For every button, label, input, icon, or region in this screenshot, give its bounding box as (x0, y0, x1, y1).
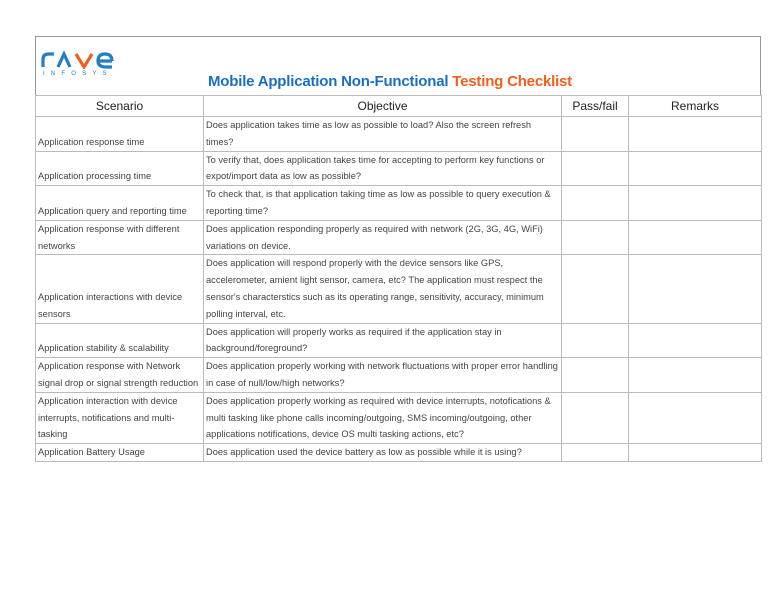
pass-fail-cell[interactable] (562, 255, 629, 323)
table-row (36, 444, 762, 462)
table-row (36, 220, 762, 255)
pass-fail-cell[interactable] (562, 186, 629, 221)
remarks-cell[interactable] (629, 323, 762, 358)
scenario-cell: Application interaction with device interrupts, notifications and multi-tasking (36, 392, 204, 443)
objective-cell: Does application takes time as low as possible to load? Also the screen refresh times? (204, 117, 562, 152)
remarks-cell[interactable] (629, 358, 762, 393)
scenario-cell: Application stability & scalability (36, 323, 204, 358)
remarks-cell[interactable] (629, 392, 762, 443)
table-row (36, 255, 762, 323)
table-row (36, 392, 762, 443)
remarks-cell[interactable] (629, 220, 762, 255)
pass-fail-cell[interactable] (562, 392, 629, 443)
objective-cell: Does application used the device battery as low as possible while it is using? (204, 444, 562, 462)
column-header-objective: Objective (204, 96, 562, 117)
objective-cell: To check that, is that application taking time as low as possible to query execution & reporting time? (204, 186, 562, 221)
scenario-cell: Application query and reporting time (36, 186, 204, 221)
logo-subtitle: INFOSYS (43, 71, 113, 77)
remarks-cell[interactable] (629, 151, 762, 186)
pass-fail-cell[interactable] (562, 323, 629, 358)
objective-cell: Does application properly working as required with device interrupts, notofications & multi tasking like phone calls incoming/outgoing, SMS incoming/outgoing, other applications notifications, device OS multi tasking actions, etc? (204, 392, 562, 443)
scenario-cell: Application response time (36, 117, 204, 152)
pass-fail-cell[interactable] (562, 151, 629, 186)
table-row (36, 358, 762, 393)
scenario-cell: Application response with Network signal drop or signal strength reduction (36, 358, 204, 393)
title-part-orange: Testing Checklist (452, 73, 572, 90)
scenario-cell: Application response with different networks (36, 220, 204, 255)
table-row (36, 323, 762, 358)
remarks-cell[interactable] (629, 444, 762, 462)
column-header-remarks: Remarks (629, 96, 762, 117)
table-row (36, 186, 762, 221)
objective-cell: To verify that, does application takes time for accepting to perform key functions or expot/import data as low as possible? (204, 151, 562, 186)
table-row (36, 117, 762, 152)
remarks-cell[interactable] (629, 117, 762, 152)
table-row (36, 151, 762, 186)
company-logo (40, 51, 136, 77)
scenario-cell: Application processing time (36, 151, 204, 186)
remarks-cell[interactable] (629, 255, 762, 323)
remarks-cell[interactable] (629, 186, 762, 221)
rave-logo-icon (40, 51, 128, 69)
pass-fail-cell[interactable] (562, 117, 629, 152)
column-header-pass-fail: Pass/fail (562, 96, 629, 117)
title-part-blue: Mobile Application Non-Functional (208, 73, 453, 90)
pass-fail-cell[interactable] (562, 220, 629, 255)
objective-cell: Does application will respond properly with the device sensors like GPS, accelerometer, amient light sensor, camera, etc? The application must respect the sensor's characterstics such as its operating range, sensitivity, accuracy, minimum polling interval, etc. (204, 255, 562, 323)
pass-fail-cell[interactable] (562, 444, 629, 462)
checklist-table (35, 95, 762, 462)
pass-fail-cell[interactable] (562, 358, 629, 393)
objective-cell: Does application properly working with network fluctuations with proper error handling in case of null/low/high networks? (204, 358, 562, 393)
title-bar (35, 36, 761, 95)
column-header-scenario: Scenario (36, 96, 204, 117)
scenario-cell: Application interactions with device sensors (36, 255, 204, 323)
scenario-cell: Application Battery Usage (36, 444, 204, 462)
objective-cell: Does application will properly works as required if the application stay in background/foreground? (204, 323, 562, 358)
table-header-row (36, 96, 762, 117)
page-title (208, 73, 572, 90)
checklist-sheet (35, 36, 761, 462)
objective-cell: Does application responding properly as required with network (2G, 3G, 4G, WiFi) variations on device. (204, 220, 562, 255)
